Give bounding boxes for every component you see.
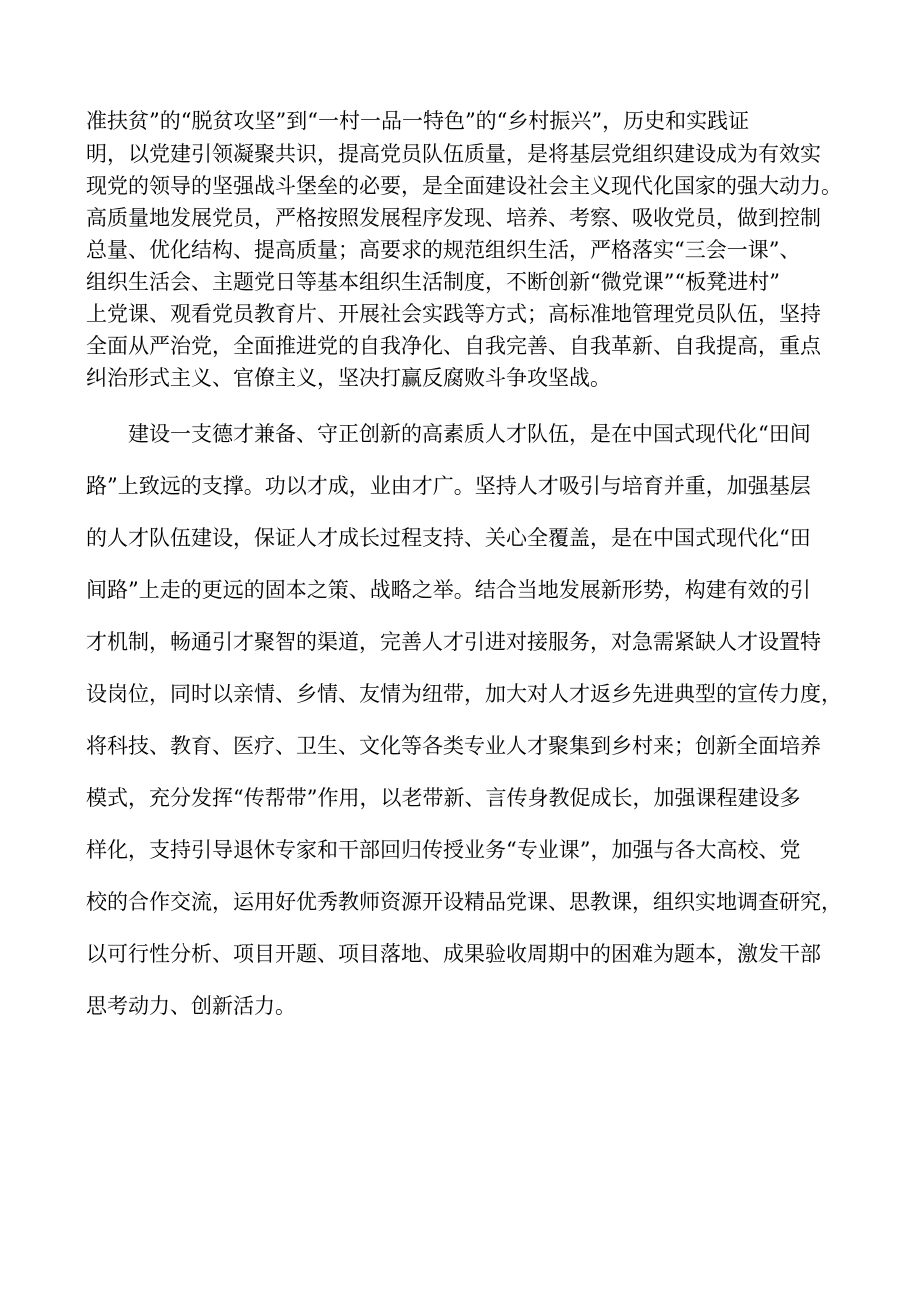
paragraph-line: 纠治形式主义、官僚主义，坚决打赢反腐败斗争攻坚战。 <box>86 366 611 390</box>
paragraph-line: 间路”上走的更远的固本之策、战略之举。结合当地发展新形势，构建有效的引 <box>86 578 811 602</box>
paragraph-line: 全面从严治党，全面推进党的自我净化、自我完善、自我革新、自我提高，重点 <box>86 334 821 358</box>
paragraph-line: 才机制，畅通引才聚智的渠道，完善人才引进对接服务，对急需紧缺人才设置特 <box>86 630 821 654</box>
paragraph-line: 总量、优化结构、提高质量；高要求的规范组织生活，严格落实“三会一课”、 <box>86 238 801 262</box>
paragraph-line: 建设一支德才兼备、守正创新的高素质人才队伍，是在中国式现代化“田间 <box>128 422 811 446</box>
paragraph-line: 设岗位，同时以亲情、乡情、友情为纽带，加大对人才返乡先进典型的宣传力度， <box>86 682 842 706</box>
paragraph-line: 上党课、观看党员教育片、开展社会实践等方式；高标准地管理党员队伍，坚持 <box>86 302 821 326</box>
paragraph-line: 高质量地发展党员，严格按照发展程序发现、培养、考察、吸收党员，做到控制 <box>86 206 821 230</box>
paragraph-line: 明，以党建引领凝聚共识，提高党员队伍质量，是将基层党组织建设成为有效实 <box>86 142 821 166</box>
paragraph-line: 路”上致远的支撑。功以才成，业由才广。坚持人才吸引与培育并重，加强基层 <box>86 474 811 498</box>
paragraph-line: 校的合作交流，运用好优秀教师资源开设精品党课、思教课，组织实地调查研究， <box>86 890 842 914</box>
paragraph-line: 准扶贫”的“脱贫攻坚”到“一村一品一特色”的“乡村振兴”，历史和实践证 <box>86 109 750 133</box>
paragraph-line: 组织生活会、主题党日等基本组织生活制度，不断创新“微党课”“板凳进村” <box>86 270 780 294</box>
paragraph-line: 样化，支持引导退休专家和干部回归传授业务“专业课”，加强与各大高校、党 <box>86 838 801 862</box>
paragraph-line: 思考动力、创新活力。 <box>86 994 296 1018</box>
paragraph-line: 将科技、教育、医疗、卫生、文化等各类专业人才聚集到乡村来；创新全面培养 <box>86 734 821 758</box>
paragraph-line: 模式，充分发挥“传帮带”作用，以老带新、言传身教促成长，加强课程建设多 <box>86 786 801 810</box>
paragraph-line: 以可行性分析、项目开题、项目落地、成果验收周期中的困难为题本，激发干部 <box>86 942 821 966</box>
paragraph-line: 现党的领导的坚强战斗堡垒的必要，是全面建设社会主义现代化国家的强大动力。 <box>86 174 842 198</box>
paragraph-line: 的人才队伍建设，保证人才成长过程支持、关心全覆盖，是在中国式现代化“田 <box>86 526 811 550</box>
